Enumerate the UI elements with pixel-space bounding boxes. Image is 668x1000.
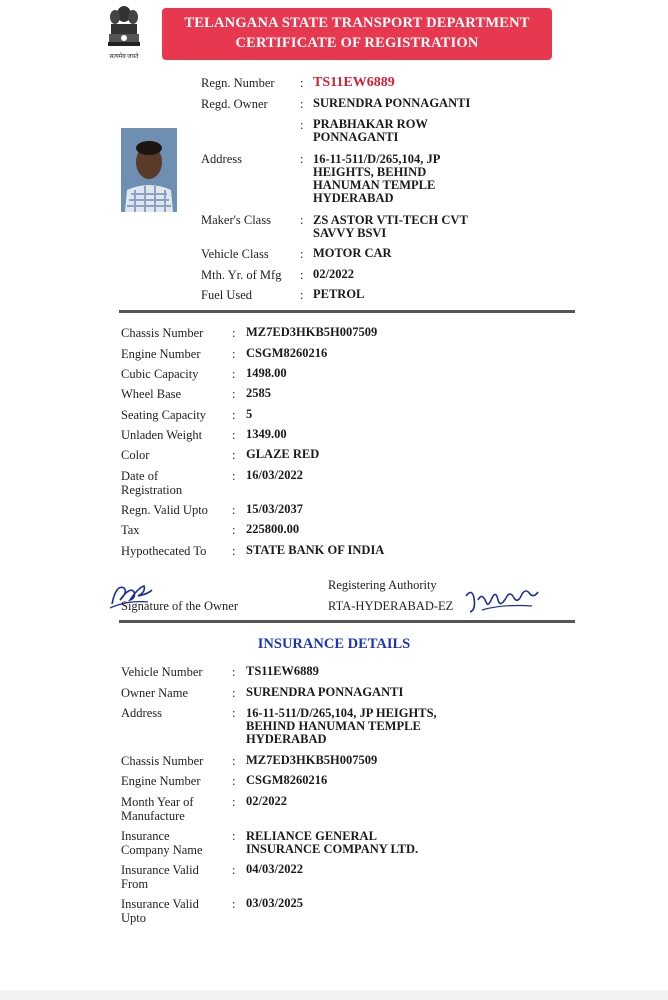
vehicle-class: MOTOR CAR — [313, 246, 392, 260]
vehicle-class-label: Vehicle Class — [201, 247, 269, 261]
ins-address-label: Address — [121, 706, 162, 720]
chassis-number: MZ7ED3HKB5H007509 — [246, 325, 378, 339]
ins-chassis-label: Chassis Number — [121, 754, 204, 768]
ins-valid-upto-label-2: Upto — [121, 911, 146, 925]
fuel-label: Fuel Used — [201, 288, 253, 302]
regn-valid-label: Regn. Valid Upto — [121, 503, 208, 517]
hypothecated-to: STATE BANK OF INDIA — [246, 543, 385, 557]
tax-amount: 225800.00 — [246, 522, 300, 536]
regn-number: TS11EW6889 — [313, 75, 395, 90]
regn-valid-upto: 15/03/2037 — [246, 502, 303, 516]
address-line-5: HANUMAN TEMPLE — [313, 178, 436, 192]
hypothecated-label: Hypothecated To — [121, 544, 207, 558]
emblem-caption: सत्यमेव जयते — [109, 54, 139, 60]
unladen-weight-label: Unladen Weight — [121, 428, 203, 442]
makers-class-line-2: SAVVY BSVI — [313, 226, 387, 240]
ins-company-label-1: Insurance — [121, 829, 170, 843]
owner-photo — [121, 128, 177, 212]
ins-valid-from: 04/03/2022 — [246, 862, 303, 876]
cubic-capacity: 1498.00 — [246, 366, 287, 380]
authority-signature-icon — [462, 584, 542, 618]
chassis-label: Chassis Number — [121, 326, 204, 340]
ins-owner-name: SURENDRA PONNAGANTI — [246, 685, 404, 699]
ins-vehicle-number: TS11EW6889 — [246, 664, 319, 678]
ins-company-label-2: Company Name — [121, 843, 203, 857]
ins-company-line-1: RELIANCE GENERAL — [246, 829, 377, 843]
ins-valid-upto: 03/03/2025 — [246, 896, 303, 910]
ins-valid-from-label-2: From — [121, 877, 149, 891]
makers-class-line-1: ZS ASTOR VTI-TECH CVT — [313, 213, 468, 227]
wheel-base: 2585 — [246, 386, 271, 400]
ins-mfg: 02/2022 — [246, 794, 287, 808]
ins-engine-number: CSGM8260216 — [246, 773, 328, 787]
fuel-type: PETROL — [313, 287, 365, 301]
certificate-banner — [162, 8, 552, 60]
ins-address-line-1: 16-11-511/D/265,104, JP HEIGHTS, — [246, 706, 437, 720]
ins-address-line-3: HYDERABAD — [246, 732, 327, 746]
wheel-base-label: Wheel Base — [121, 387, 182, 401]
color-label: Color — [121, 448, 150, 462]
mfg-date: 02/2022 — [313, 267, 354, 281]
ins-engine-label: Engine Number — [121, 774, 201, 788]
ins-vehicle-number-label: Vehicle Number — [121, 665, 203, 679]
regn-number-label: Regn. Number — [201, 76, 275, 90]
section-divider — [119, 620, 575, 623]
engine-number: CSGM8260216 — [246, 346, 328, 360]
ins-mfg-label-2: Manufacture — [121, 809, 185, 823]
insurance-title: INSURANCE DETAILS — [257, 636, 411, 652]
ins-valid-from-label-1: Insurance Valid — [121, 863, 199, 877]
banner-subtitle: CERTIFICATE OF REGISTRATION — [235, 35, 479, 51]
page-bottom-edge — [0, 990, 668, 1000]
mfg-label: Mth. Yr. of Mfg — [201, 268, 282, 282]
engine-label: Engine Number — [121, 347, 201, 361]
section-divider — [119, 310, 575, 313]
registering-authority-label: Registering Authority — [328, 578, 437, 592]
address-line-4: HEIGHTS, BEHIND — [313, 165, 427, 179]
ins-mfg-label-1: Month Year of — [121, 795, 194, 809]
address-label: Address — [201, 152, 242, 166]
tax-label: Tax — [121, 523, 140, 537]
ins-address-line-2: BEHIND HANUMAN TEMPLE — [246, 719, 421, 733]
address-line-2: PONNAGANTI — [313, 130, 399, 144]
ins-valid-upto-label-1: Insurance Valid — [121, 897, 199, 911]
ins-chassis-number: MZ7ED3HKB5H007509 — [246, 753, 378, 767]
cubic-capacity-label: Cubic Capacity — [121, 367, 199, 381]
authority-name: RTA-HYDERABAD-EZ — [328, 599, 454, 613]
date-of-registration: 16/03/2022 — [246, 468, 303, 482]
owner-name: SURENDRA PONNAGANTI — [313, 96, 471, 110]
vehicle-color: GLAZE RED — [246, 447, 320, 461]
address-line-3: 16-11-511/D/265,104, JP — [313, 152, 441, 166]
address-line-1: PRABHAKAR ROW — [313, 117, 428, 131]
address-line-6: HYDERABAD — [313, 191, 394, 205]
makers-class-label: Maker's Class — [201, 213, 271, 227]
banner-title: TELANGANA STATE TRANSPORT DEPARTMENT — [184, 15, 530, 31]
ins-company-line-2: INSURANCE COMPANY LTD. — [246, 842, 419, 856]
seating-capacity: 5 — [246, 407, 253, 421]
date-of-registration-label-1: Date of — [121, 469, 159, 483]
owner-label: Regd. Owner — [201, 97, 268, 111]
seating-capacity-label: Seating Capacity — [121, 408, 207, 422]
unladen-weight: 1349.00 — [246, 427, 287, 441]
ins-owner-label: Owner Name — [121, 686, 188, 700]
owner-signature-label: Signature of the Owner — [121, 599, 238, 613]
date-of-registration-label-2: Registration — [121, 483, 183, 497]
